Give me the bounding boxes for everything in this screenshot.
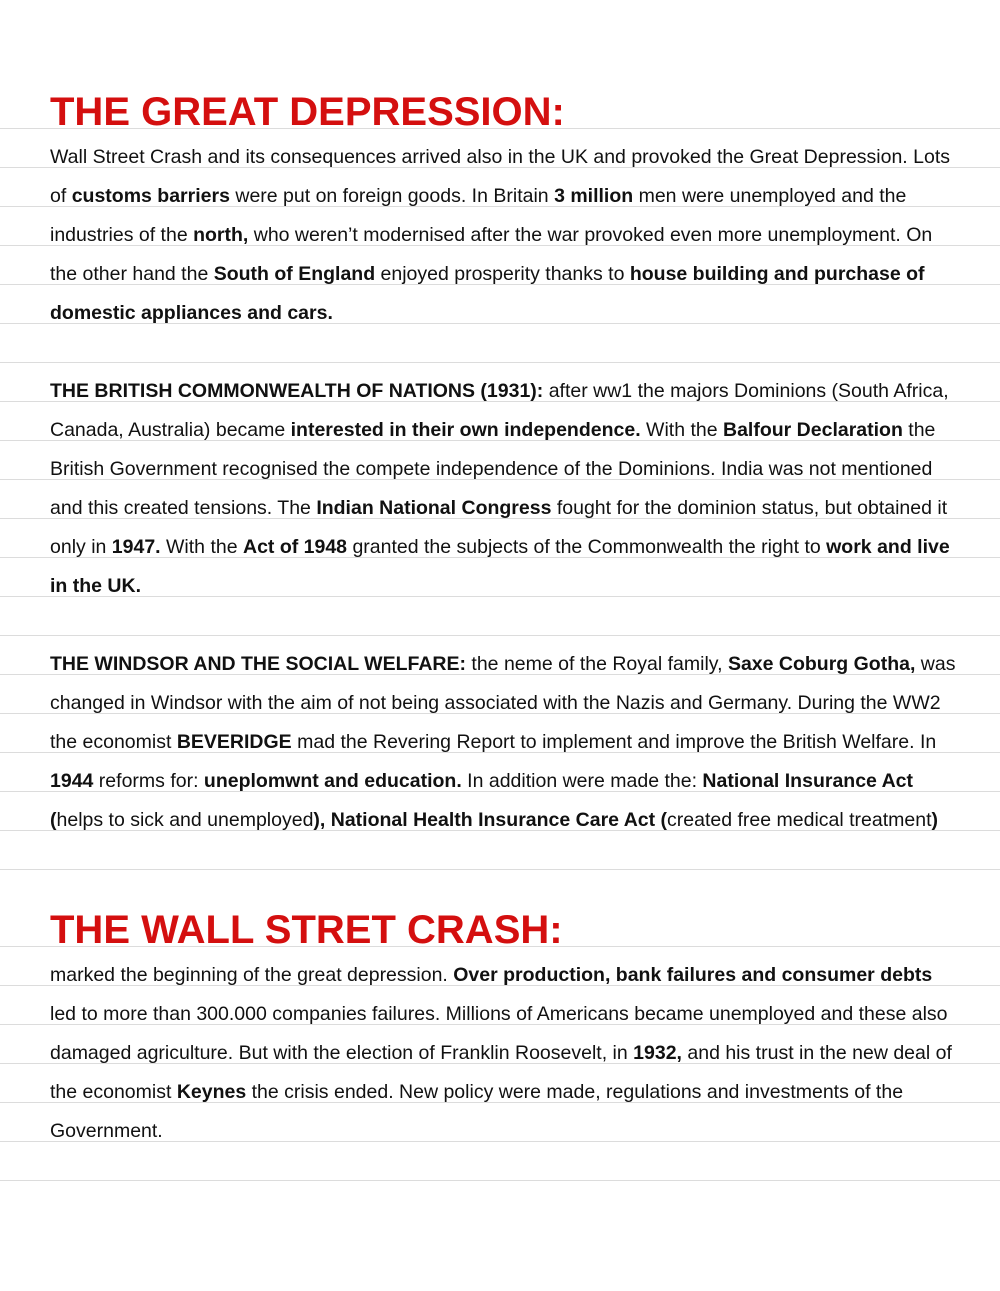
bold-text-segment: Keynes	[176, 1081, 247, 1103]
paragraph-commonwealth	[50, 372, 960, 606]
text-segment: the neme of the Royal family,	[466, 653, 728, 675]
text-segment: were put on foreign goods. In Britain	[229, 185, 555, 207]
text-segment: who weren’t modernised after the war provoked even more unemployment. On the other hand the	[50, 224, 933, 285]
bold-text-segment: uneplomwnt and education.	[203, 770, 462, 792]
bold-text-segment: customs barriers	[71, 185, 230, 207]
text-segment: With the	[640, 419, 723, 441]
text-segment: enjoyed prosperity thanks to	[375, 263, 630, 285]
bold-text-segment: work and live in the UK.	[50, 536, 950, 597]
bold-text-segment: National Insurance Act (	[50, 770, 913, 831]
bold-text-segment: Balfour Declaration	[723, 419, 903, 441]
text-segment: the crisis ended. New policy were made, regulations and investments of the Government.	[50, 1081, 904, 1142]
ruled-line	[0, 869, 1000, 870]
bold-text-segment: )	[931, 809, 938, 831]
text-segment: fought for the dominion status, but obtained it only in	[50, 497, 948, 558]
bold-text-segment: 1944	[50, 770, 94, 792]
bold-text-segment: 1947.	[111, 536, 161, 558]
text-segment: after ww1 the majors Dominions (South Africa, Canada, Australia) became	[50, 380, 949, 441]
heading-great-depression: THE GREAT DEPRESSION:	[50, 90, 565, 134]
bold-text-segment: THE WINDSOR AND THE SOCIAL WELFARE:	[50, 653, 466, 675]
text-segment: led to more than 300.000 companies failures. Millions of Americans became unemployed and these also damaged agriculture. But with the election of Franklin Roosevelt, in	[50, 1003, 948, 1064]
bold-text-segment: interested in their own independence.	[290, 419, 641, 441]
bold-text-segment: 1932,	[633, 1042, 682, 1064]
text-segment: Wall Street Crash and its consequences arrived also in the UK and provoked the Great Depression. Lots of	[50, 146, 950, 207]
text-segment: With the	[160, 536, 243, 558]
text-segment: marked the beginning of the great depression.	[50, 964, 454, 986]
bold-text-segment: Over production, bank failures and consumer debts	[453, 964, 933, 986]
text-segment: granted the subjects of the Commonwealth the right to	[347, 536, 827, 558]
text-segment: In addition were made the:	[461, 770, 703, 792]
bold-text-segment: 3 million	[554, 185, 634, 207]
ruled-line	[0, 635, 1000, 636]
ruled-line	[0, 362, 1000, 363]
text-segment: created free medical treatment	[667, 809, 932, 831]
bold-text-segment: Act of 1948	[242, 536, 348, 558]
text-segment: reforms for:	[93, 770, 204, 792]
text-segment: mad the Revering Report to implement and improve the British Welfare. In	[291, 731, 937, 753]
bold-text-segment: Indian National Congress	[316, 497, 552, 519]
ruled-line	[0, 1180, 1000, 1181]
paragraph-windsor-welfare	[50, 645, 960, 840]
bold-text-segment: north,	[193, 224, 249, 246]
bold-text-segment: South of England	[213, 263, 376, 285]
bold-text-segment: house building and purchase of domestic appliances and cars.	[50, 263, 925, 324]
bold-text-segment: BEVERIDGE	[176, 731, 292, 753]
paragraph-great-depression	[50, 138, 960, 333]
text-segment: and his trust in the new deal of the economist	[50, 1042, 952, 1103]
text-segment: was changed in Windsor with the aim of not being associated with the Nazis and Germany. During the WW2 the economist	[50, 653, 956, 753]
paragraph-wall-street-crash	[50, 956, 960, 1151]
bold-text-segment: ), National Health Insurance Care Act (	[313, 809, 668, 831]
text-segment: men were unemployed and the industries of the	[50, 185, 907, 246]
bold-text-segment: Saxe Coburg Gotha,	[727, 653, 916, 675]
text-segment: the British Government recognised the compete independence of the Dominions. India was not mentioned and this created tensions. The	[50, 419, 936, 519]
bold-text-segment: THE BRITISH COMMONWEALTH OF NATIONS (1931):	[50, 380, 544, 402]
text-segment: helps to sick and unemployed	[56, 809, 314, 831]
heading-wall-street-crash: THE WALL STRET CRASH:	[50, 908, 563, 952]
